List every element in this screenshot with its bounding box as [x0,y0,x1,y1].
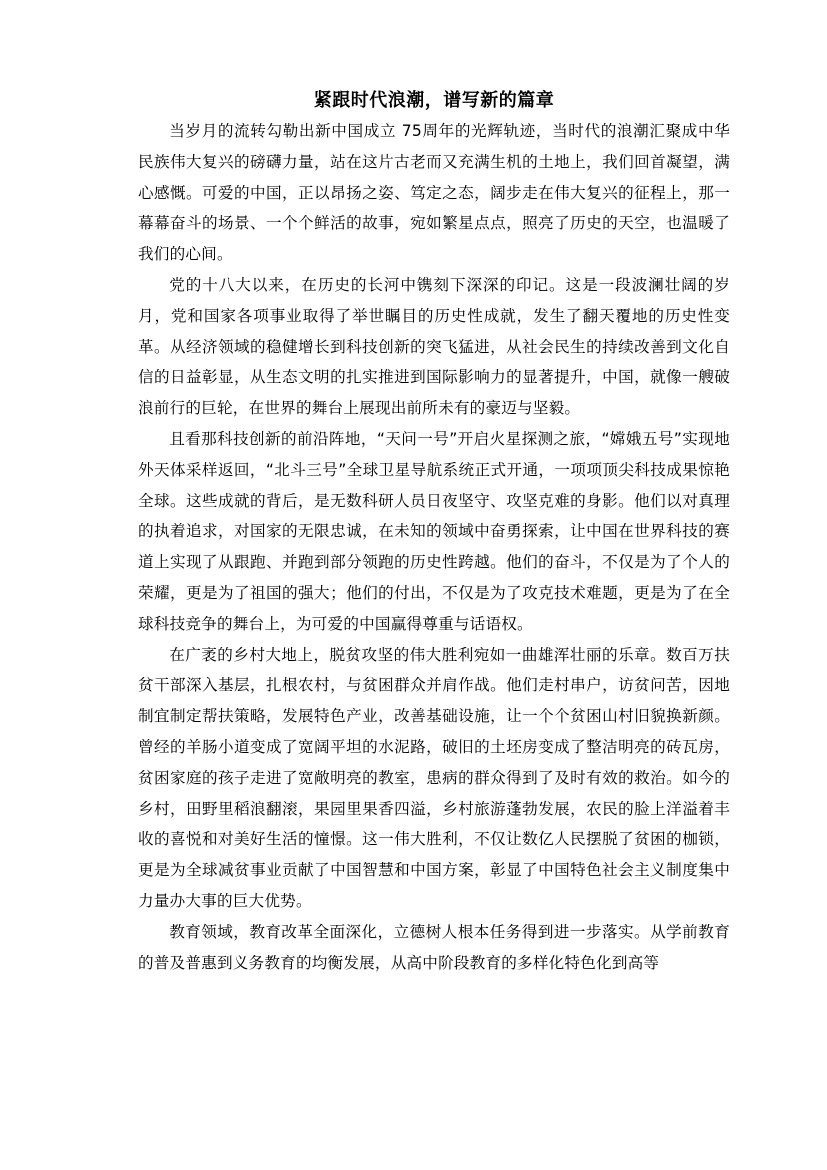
paragraph-2: 党的十八大以来，在历史的长河中镌刻下深深的印记。这是一段波澜壮阔的岁月，党和国家各项事业取得了举世瞩目的历史性成就，发生了翻天覆地的历史性变革。从经济领域的稳健增长到科技创新的突飞猛进，从社会民生的持续改善到文化自信的日益彰显，从生态文明的扎实推进到国际影响力的显著提升，中国，就像一艘破浪前行的巨轮，在世界的舞台上展现出前所未有的豪迈与坚毅。 [138,275,730,418]
paragraph-5: 教育领域，教育改革全面深化，立德树人根本任务得到进一步落实。从学前教育的普及普惠到义务教育的均衡发展，从高中阶段教育的多样化特色化到高等 [138,922,730,972]
paragraph-3: 且看那科技创新的前沿阵地，“天问一号”开启火星探测之旅，“嫦娥五号”实现地外天体采样返回，“北斗三号”全球卫星导航系统正式开通，一项项顶尖科技成果惊艳全球。这些成就的背后，是无数科研人员日夜坚守、攻坚克难的身影。他们以对真理的执着追求，对国家的无限忠诚，在未知的领域中奋勇探索，让中国在世界科技的赛道上实现了从跟跑、并跑到部分领跑的历史性跨越。他们的奋斗，不仅是为了个人的荣耀，更是为了祖国的强大；他们的付出，不仅是为了攻克技术难题，更是为了在全球科技竞争的舞台上，为可爱的中国赢得尊重与话语权。 [138,429,730,633]
document-page [138,88,730,978]
document-title: 紧跟时代浪潮，谱写新的篇章 [313,90,555,111]
paragraph-4: 在广袤的乡村大地上，脱贫攻坚的伟大胜利宛如一曲雄浑壮丽的乐章。数百万扶贫干部深入基层，扎根农村，与贫困群众并肩作战。他们走村串户，访贫问苦，因地制宜制定帮扶策略，发展特色产业，改善基础设施，让一个个贫困山村旧貌换新颜。曾经的羊肠小道变成了宽阔平坦的水泥路，破旧的土坯房变成了整洁明亮的砖瓦房，贫困家庭的孩子走进了宽敞明亮的教室，患病的群众得到了及时有效的救治。如今的乡村，田野里稻浪翻滚，果园里果香四溢，乡村旅游蓬勃发展，农民的脸上洋溢着丰收的喜悦和对美好生活的憧憬。这一伟大胜利，不仅让数亿人民摆脱了贫困的枷锁，更是为全球减贫事业贡献了中国智慧和中国方案，彰显了中国特色社会主义制度集中力量办大事的巨大优势。 [138,645,730,910]
paragraph-1: 当岁月的流转勾勒出新中国成立 75周年的光辉轨迹，当时代的浪潮汇聚成中华民族伟大复兴的磅礴力量，站在这片古老而又充满生机的土地上，我们回首凝望，满心感慨。可爱的中国，正以昂扬之姿、笃定之态，阔步走在伟大复兴的征程上，那一幕幕奋斗的场景、一个个鲜活的故事，宛如繁星点点，照亮了历史的天空，也温暖了我们的心间。 [138,122,730,264]
